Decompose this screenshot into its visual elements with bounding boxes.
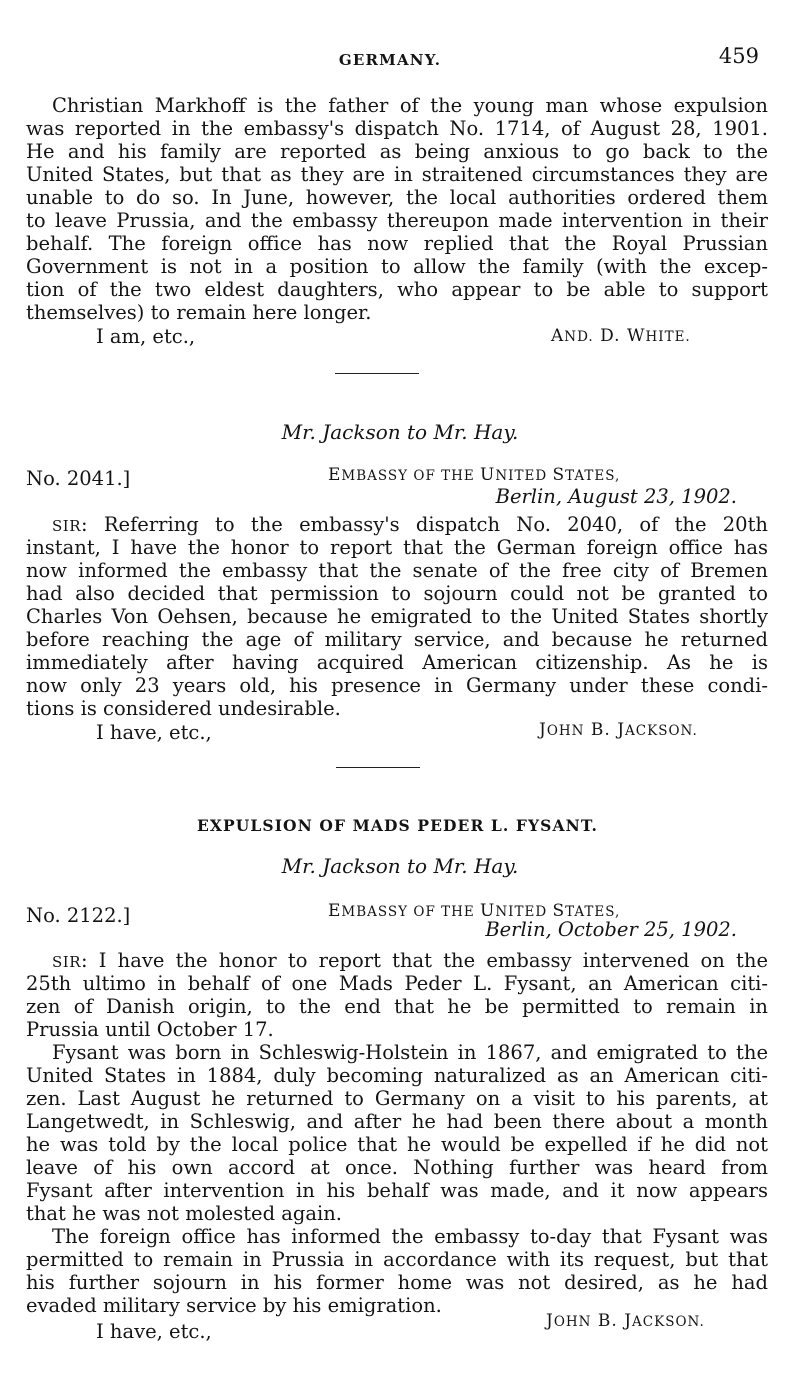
dispatch-number: No. 2041.] xyxy=(26,467,131,490)
divider xyxy=(336,767,420,768)
signature: JOHN B. JACKSON. xyxy=(539,720,698,740)
closing: I have, etc., xyxy=(96,721,212,744)
body-line: permitted to remain in Prussia in accordance with its request, but that xyxy=(26,1248,768,1271)
body-line: now only 23 years old, his presence in Germany under these condi- xyxy=(26,674,768,697)
running-title: GERMANY. xyxy=(338,51,442,69)
body-line: behalf. The foreign office has now replied that the Royal Prussian xyxy=(26,232,768,255)
place-date: Berlin, October 25, 1902. xyxy=(485,918,737,941)
signature: AND. D. WHITE. xyxy=(551,326,691,346)
closing: I am, etc., xyxy=(96,325,196,348)
body-line: to leave Prussia, and the embassy thereupon made intervention in their xyxy=(26,209,768,232)
body-line: themselves) to remain here longer. xyxy=(26,301,372,324)
body-line: SIR: I have the honor to report that the embassy intervened on the xyxy=(52,949,768,972)
body-line: Government is not in a position to allow the family (with the excep- xyxy=(26,255,768,278)
letter-heading: Mr. Jackson to Mr. Hay. xyxy=(281,854,519,878)
body-line: zen. Last August he returned to Germany on a visit to his parents, at xyxy=(26,1087,768,1110)
body-line: unable to do so. In June, however, the local authorities ordered them xyxy=(26,186,768,209)
body-line: Langetwedt, in Schleswig, and after he had been there about a month xyxy=(26,1110,768,1133)
body-line: that he was not molested again. xyxy=(26,1202,343,1225)
body-line: evaded military service by his emigration. xyxy=(26,1294,442,1317)
body-line: tions is considered undesirable. xyxy=(26,697,341,720)
salutation: SIR xyxy=(52,517,81,535)
body-line: Christian Markhoff is the father of the young man whose expulsion xyxy=(52,94,768,117)
salutation: SIR xyxy=(52,953,81,971)
dispatch-number: No. 2122.] xyxy=(26,904,131,927)
body-line: United States, but that as they are in straitened circumstances they are xyxy=(26,163,768,186)
body-line: zen of Danish origin, to the end that he be permitted to remain in xyxy=(26,995,768,1018)
body-line: Charles Von Oehsen, because he emigrated to the United States shortly xyxy=(26,605,768,628)
body-line: before reaching the age of military service, and because he returned xyxy=(26,628,768,651)
body-line: The foreign office has informed the embassy to-day that Fysant was xyxy=(52,1225,768,1248)
embassy-line: EMBASSY OF THE UNITED STATES, xyxy=(328,901,621,921)
body-line: United States in 1884, duly becoming naturalized as an American citi- xyxy=(26,1064,768,1087)
place-date: Berlin, August 23, 1902. xyxy=(495,485,737,508)
body-line: Prussia until October 17. xyxy=(26,1018,274,1041)
body-line: Fysant after intervention in his behalf was made, and it now appears xyxy=(26,1179,768,1202)
embassy-line: EMBASSY OF THE UNITED STATES, xyxy=(328,465,621,485)
body-line: tion of the two eldest daughters, who appear to be able to support xyxy=(26,278,768,301)
section-title: EXPULSION OF MADS PEDER L. FYSANT. xyxy=(196,816,599,835)
body-line: his further sojourn in his former home was not desired, as he had xyxy=(26,1271,768,1294)
body-line: he was told by the local police that he would be expelled if he did not xyxy=(26,1133,768,1156)
closing: I have, etc., xyxy=(96,1320,212,1343)
body-line: SIR: Referring to the embassy's dispatch No. 2040, of the 20th xyxy=(52,513,768,536)
letter-heading: Mr. Jackson to Mr. Hay. xyxy=(281,420,519,444)
body-line: Fysant was born in Schleswig-Holstein in 1867, and emigrated to the xyxy=(52,1041,768,1064)
signature: JOHN B. JACKSON. xyxy=(546,1311,705,1331)
body-line: had also decided that permission to sojourn could not be granted to xyxy=(26,582,768,605)
body-line: now informed the embassy that the senate of the free city of Bremen xyxy=(26,559,768,582)
body-line: 25th ultimo in behalf of one Mads Peder L. Fysant, an American citi- xyxy=(26,972,768,995)
page-number: 459 xyxy=(718,44,759,68)
body-line: was reported in the embassy's dispatch No. 1714, of August 28, 1901. xyxy=(26,117,768,140)
body-line: leave of his own accord at once. Nothing further was heard from xyxy=(26,1156,768,1179)
body-line: instant, I have the honor to report that the German foreign office has xyxy=(26,536,768,559)
body-line: immediately after having acquired American citizenship. As he is xyxy=(26,651,768,674)
divider xyxy=(335,373,419,374)
body-line: He and his family are reported as being anxious to go back to the xyxy=(26,140,768,163)
